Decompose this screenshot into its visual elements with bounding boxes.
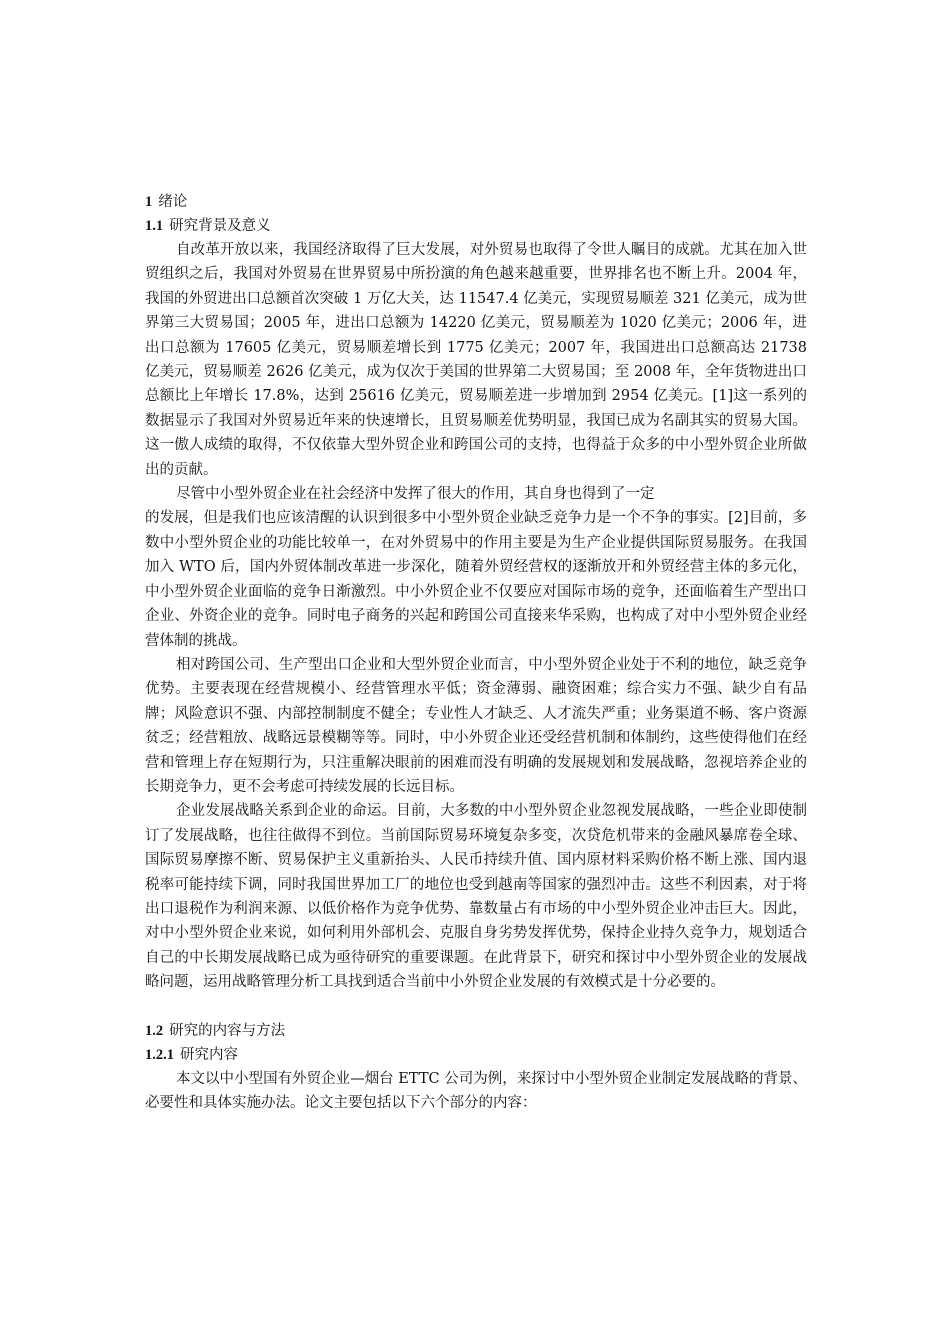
chapter-number: 1 — [145, 194, 153, 210]
document-page — [145, 190, 807, 1115]
section-number-1-1: 1.1 — [145, 218, 164, 234]
section-heading-1-1 — [145, 214, 807, 238]
section-number-1-2: 1.2 — [145, 1022, 164, 1039]
subsection-heading-1-2-1 — [145, 1043, 807, 1067]
paragraph-5: 本文以中小型国有外贸企业—烟台 ETTC 公司为例，来探讨中小型外贸企业制定发展战略的背景、必要性和具体实施办法。论文主要包括以下六个部分的内容： — [145, 1070, 807, 1111]
section-spacer — [145, 995, 807, 1019]
subsection-number-1-2-1: 1.2.1 — [145, 1046, 174, 1063]
paragraph-4: 企业发展战略关系到企业的命运。目前，大多数的中小型外贸企业忽视发展战略，一些企业即使制订了发展战略，也往往做得不到位。当前国际贸易环境复杂多变，次贷危机带来的金融风暴席卷全球、国际贸易摩擦不断、贸易保护主义重新抬头、人民币持续升值、国内原材料采购价格不断上涨、国内退税率可能持续下调，同时我国世界加工厂的地位也受到越南等国家的强烈冲击。这些不利因素，对于将出口退税作为利润来源、以低价格作为竞争优势、靠数量占有市场的中小型外贸企业冲击巨大。因此，对中小型外贸企业来说，如何利用外部机会、克服自身劣势发挥优势，保持企业持久竞争力，规划适合自己的中长期发展战略已成为亟待研究的重要课题。在此背景下，研究和探讨中小型外贸企业的发展战略问题，运用战略管理分析工具找到适合当前中小外贸企业发展的有效模式是十分必要的。 — [145, 803, 807, 991]
chapter-title: 绪论 — [158, 194, 188, 210]
subsection-title-1-2-1: 研究内容 — [180, 1046, 238, 1063]
section-title-1-1: 研究背景及意义 — [169, 218, 271, 234]
paragraph-3: 相对跨国公司、生产型出口企业和大型外贸企业而言，中小型外贸企业处于不利的地位，缺乏竞争优势。主要表现在经营规模小、经营管理水平低；资金薄弱、融资困难；综合实力不强、缺少自有品牌；风险意识不强、内部控制制度不健全；专业性人才缺乏、人才流失严重；业务渠道不畅、客户资源贫乏；经营粗放、战略远景模糊等等。同时，中小外贸企业还受经营机制和体制约，这些使得他们在经营和管理上存在短期行为，只注重解决眼前的困难而没有明确的发展规划和发展战略，忽视培养企业的长期竞争力，更不会考虑可持续发展的长远目标。 — [145, 656, 807, 795]
paragraph-2: 尽管中小型外贸企业在社会经济中发挥了很大的作用，其自身也得到了一定 — [176, 486, 655, 503]
section-title-1-2: 研究的内容与方法 — [169, 1022, 286, 1039]
section-heading-1-2 — [145, 1019, 807, 1043]
chapter-heading — [145, 190, 807, 214]
paragraph-1: 自改革开放以来，我国经济取得了巨大发展，对外贸易也取得了令世人瞩目的成就。尤其在加入世贸组织之后，我国对外贸易在世界贸易中所扮演的角色越来越重要，世界排名也不断上升。2004 年，我国的外贸进出口总额首次突破 1 万亿大关，达 11547.4 亿美元，实现贸易顺差 321 亿美元，成为世界第三大贸易国；2005 年，进出口总额为 14220 亿美元，贸易顺差为 1020 亿美元；2006 年，进出口总额为 17605 亿美元，贸易顺差增长到 1775 亿美元；2007 年，我国进出口总额高达 21738 亿美元，贸易顺差 2626 亿美元，成为仅次于美国的世界第二大贸易国；至 2008 年，全年货物进出口总额比上年增长 17.8%，达到 25616 亿美元，贸易顺差进一步增加到 2954 亿美元。[1]这一系列的数据显示了我国对外贸易近年来的快速增长，且贸易顺差优势明显，我国已成为名副其实的贸易大国。这一傲人成绩的取得，不仅依靠大型外贸企业和跨国公司的支持，也得益于众多的中小型外贸企业所做出的贡献。 — [145, 242, 807, 478]
paragraph-2-continued: 的发展，但是我们也应该清醒的认识到很多中小型外贸企业缺乏竞争力是一个不争的事实。[2]目前，多数中小型外贸企业的功能比较单一，在对外贸易中的作用主要是为生产企业提供国际贸易服务。在我国加入 WTO 后，国内外贸体制改革进一步深化，随着外贸经营权的逐渐放开和外贸经营主体的多元化，中小型外贸企业面临的竞争日渐激烈。中小外贸企业不仅要应对国际市场的竞争，还面临着生产型出口企业、外资企业的竞争。同时电子商务的兴起和跨国公司直接来华采购，也构成了对中小型外贸企业经营体制的挑战。 — [145, 510, 807, 649]
